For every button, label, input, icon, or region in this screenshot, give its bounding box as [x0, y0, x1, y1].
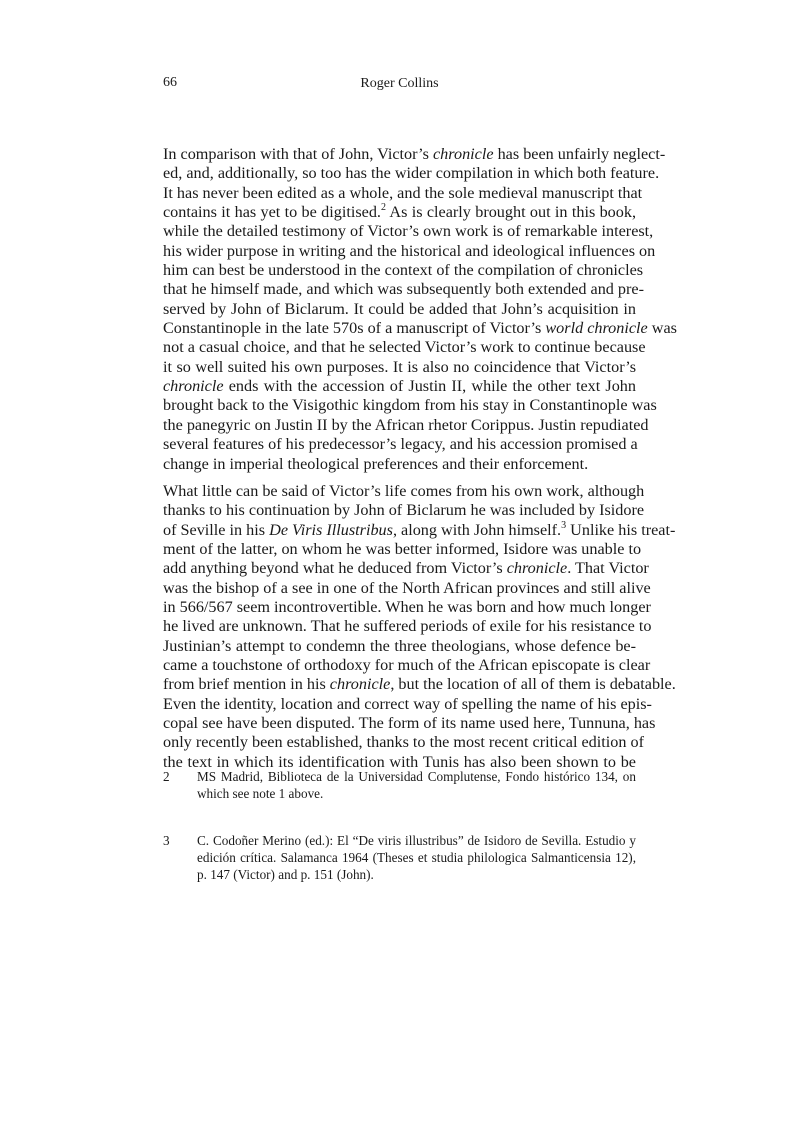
text-line	[163, 733, 644, 752]
text-run: ment of the latter, on whom he was better informed, Isidore was unable to	[163, 540, 642, 559]
text-line	[163, 675, 676, 694]
text-run: What little can be said of Victor’s life comes from his own work, although	[163, 482, 645, 500]
text-line	[163, 598, 651, 617]
text-line	[163, 559, 649, 578]
footnote-number: 3	[163, 833, 170, 848]
text-line	[163, 358, 636, 377]
text-run: in 566/567 seem incontrovertible. When he was born and how much longer	[163, 598, 651, 617]
footnote-2	[163, 768, 636, 802]
text-run: of Seville in his	[163, 520, 270, 539]
text-run: copal see have been disputed. The form of its name used here, Tunnuna, has	[163, 714, 656, 733]
text-run: was the bishop of a see in one of the North African provinces and still alive	[163, 578, 651, 597]
text-run: It has never been edited as a whole, and the sole medieval manuscript that	[163, 183, 643, 202]
footnote-reference[interactable]: 2	[380, 202, 386, 214]
italic-text: De Viris Illustribus	[269, 520, 393, 539]
text-line	[163, 694, 652, 714]
paragraph-1	[163, 145, 677, 474]
text-run: it so well suited his own purposes. It is also no coincidence that Victor’s	[163, 357, 636, 376]
text-run: , along with John himself.	[392, 520, 562, 539]
text-run: came a touchstone of orthodoxy for much of the African episcopate is clear	[163, 656, 651, 675]
text-run: Justinian’s attempt to condemn the three theologians, whose defence be-	[163, 636, 636, 655]
text-run: ed, and, additionally, so too has the wider compilation in which both feature.	[163, 164, 660, 183]
italic-text: chronicle	[433, 145, 494, 163]
text-line	[163, 482, 645, 501]
italic-text: chronicle	[506, 559, 568, 578]
text-run: . That Victor	[567, 559, 649, 578]
text-line	[163, 578, 651, 598]
text-run: brought back to the Visigothic kingdom from his stay in Constantinople was	[163, 396, 657, 415]
text-line	[163, 280, 644, 299]
text-run: served by John of Biclarum. It could be added that John’s acquisition in	[163, 299, 636, 318]
footnote-line: C. Codoñer Merino (ed.): El “De viris illustribus” de Isidoro de Sevilla. Estudio y	[197, 833, 636, 848]
text-run: only recently been established, thanks to the most recent critical edition of	[163, 733, 644, 752]
text-line	[163, 222, 654, 241]
paragraph-2	[163, 482, 676, 772]
text-run: Even the identity, location and correct way of spelling the name of his epis-	[163, 694, 652, 713]
text-line	[163, 241, 656, 261]
text-line	[163, 261, 644, 280]
text-line	[163, 656, 651, 675]
text-run: the text in which its identification with Tunis has also been shown to be	[163, 752, 636, 771]
text-line	[163, 455, 636, 474]
text-run: his wider purpose in writing and the historical and ideological influences on	[163, 241, 656, 260]
text-run: him can best be understood in the context of the compilation of chronicles	[163, 261, 644, 280]
running-head: Roger Collins	[360, 76, 439, 91]
text-line	[163, 637, 636, 656]
text-line	[163, 617, 652, 636]
footnote-3	[163, 832, 636, 883]
footnote-line: p. 147 (Victor) and p. 151 (John).	[197, 867, 374, 882]
text-run: has been unfairly neglect-	[493, 145, 666, 163]
text-line	[163, 501, 645, 520]
text-run: Unlike his treat-	[566, 520, 676, 539]
text-line	[163, 203, 636, 222]
text-line	[163, 164, 660, 183]
text-line	[163, 183, 643, 203]
text-line	[163, 145, 666, 164]
text-run: while the detailed testimony of Victor’s own work is of remarkable interest,	[163, 222, 654, 241]
page-number: 66	[163, 75, 177, 90]
text-run: contains it has yet to be digitised.	[163, 203, 381, 222]
text-run: not a casual choice, and that he selected Victor’s work to continue because	[163, 338, 646, 357]
footnote-body	[197, 832, 636, 883]
text-run: ends with the accession of Justin II, while the other text John	[223, 377, 636, 396]
text-run: that he himself made, and which was subsequently both extended and pre-	[163, 280, 644, 299]
text-run: the panegyric on Justin II by the African rhetor Corippus. Justin repudiated	[163, 415, 649, 434]
footnote-line: edición crítica. Salamanca 1964 (Theses et studia philologica Salmanticensia 12),	[197, 850, 636, 865]
text-run: from brief mention in his	[163, 675, 330, 694]
text-line	[163, 377, 636, 396]
footnote-line: which see note 1 above.	[197, 786, 324, 801]
text-run: Constantinople in the late 570s of a manuscript of Victor’s	[163, 319, 546, 338]
text-run: , but the location of all of them is debatable.	[390, 675, 676, 694]
text-line	[163, 415, 649, 435]
italic-text: chronicle	[163, 377, 224, 396]
italic-text: chronicle	[329, 675, 391, 694]
text-line	[163, 338, 646, 357]
text-line	[163, 300, 636, 319]
text-line	[163, 519, 676, 540]
text-line	[163, 396, 657, 415]
text-run: thanks to his continuation by John of Biclarum he was included by Isidore	[163, 501, 645, 520]
text-run: was	[647, 319, 677, 338]
footnote-reference[interactable]: 3	[561, 519, 567, 531]
text-run: he lived are unknown. That he suffered periods of exile for his resistance to	[163, 617, 652, 636]
footnote-number: 2	[163, 769, 170, 784]
text-run: add anything beyond what he deduced from Victor’s	[163, 559, 507, 578]
footnote-body	[197, 768, 636, 802]
text-line	[163, 319, 677, 338]
text-line	[163, 540, 642, 559]
italic-text: world chronicle	[545, 319, 648, 338]
text-run: change in imperial theological preferences and their enforcement.	[163, 454, 589, 473]
footnote-line: MS Madrid, Biblioteca de la Universidad Complutense, Fondo histórico 134, on	[197, 769, 636, 784]
text-run: As is clearly brought out in this book,	[385, 203, 636, 222]
text-line	[163, 714, 656, 733]
text-line	[163, 435, 636, 454]
text-run: In comparison with that of John, Victor’s	[163, 145, 433, 163]
text-run: several features of his predecessor’s legacy, and his accession promised a	[163, 435, 638, 454]
